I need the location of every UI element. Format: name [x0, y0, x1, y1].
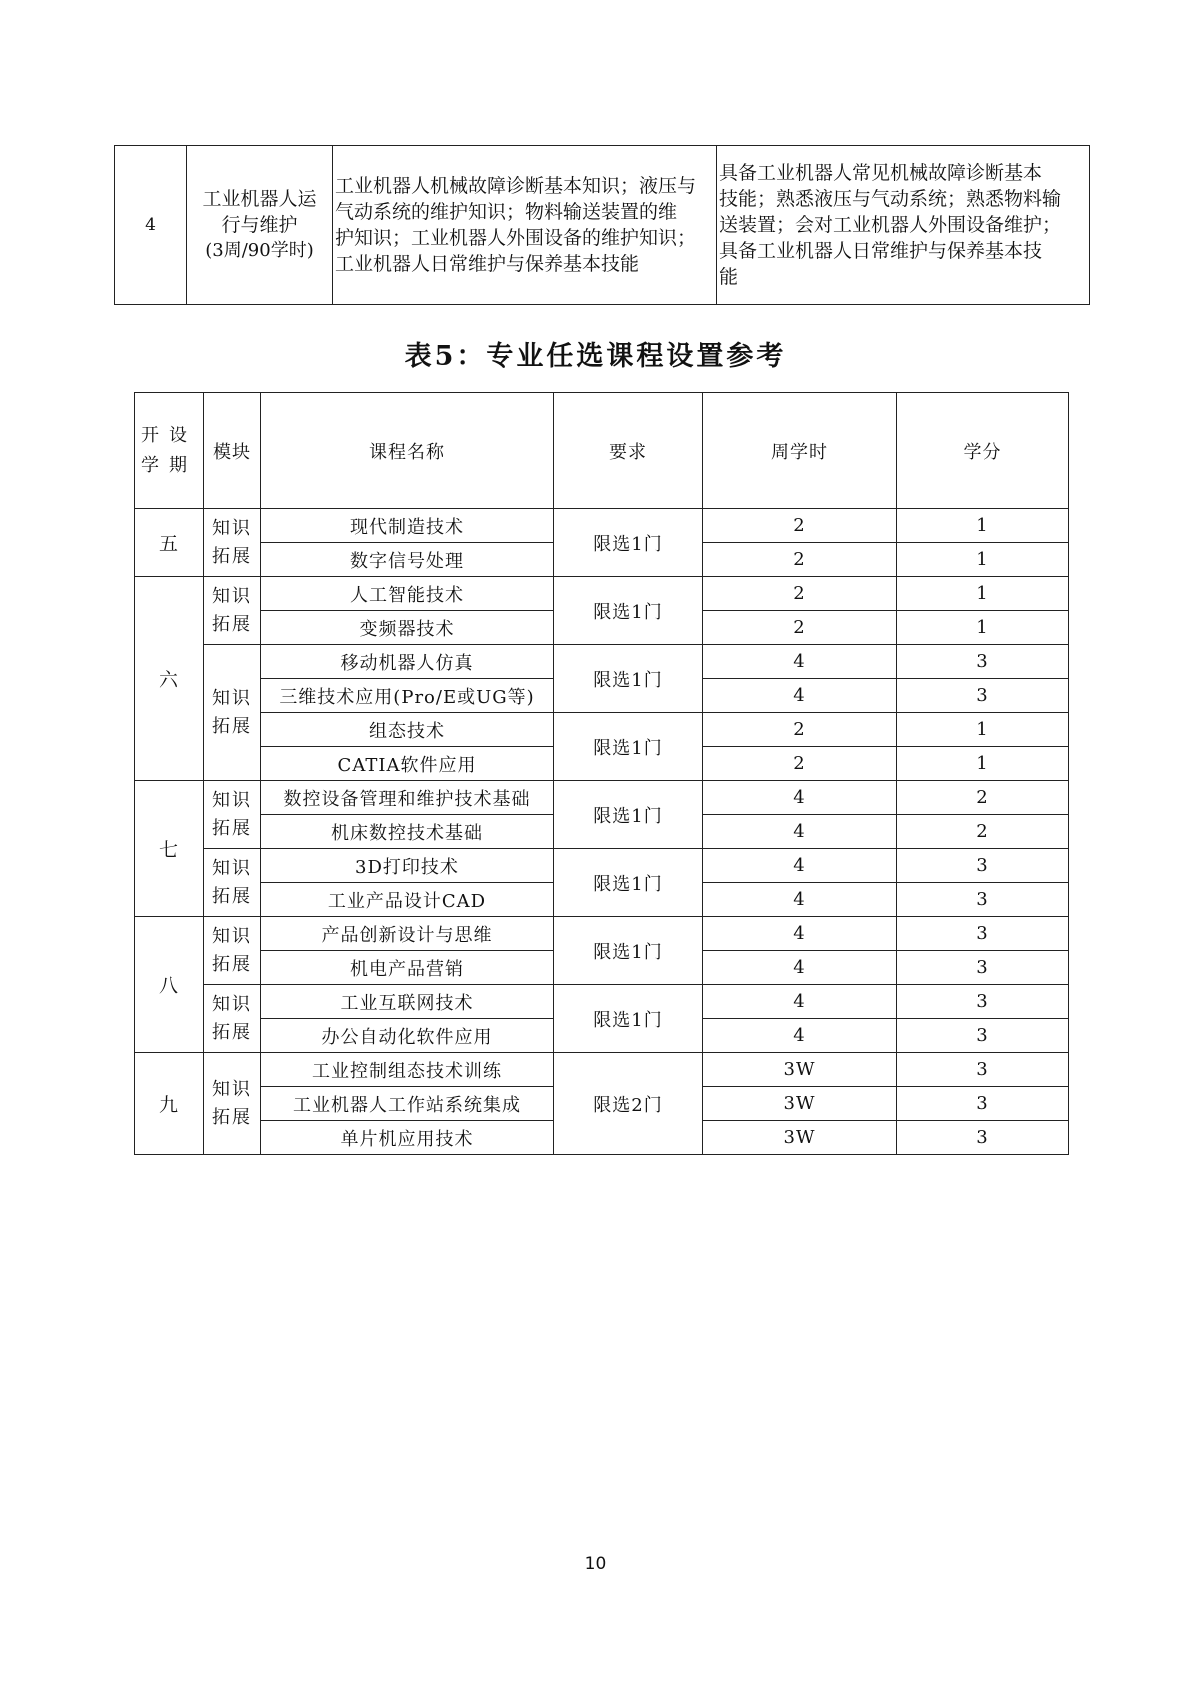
- credits: 1: [897, 577, 1069, 611]
- weekly-hours: 4: [703, 849, 897, 883]
- course-name: 数字信号处理: [261, 543, 554, 577]
- header-requirement: 要求: [554, 393, 703, 509]
- weekly-hours: 3W: [703, 1121, 897, 1155]
- requirement-cell: 限选1门: [554, 645, 703, 713]
- weekly-hours: 4: [703, 645, 897, 679]
- module-line: 知识: [212, 517, 252, 539]
- weekly-hours: 2: [703, 577, 897, 611]
- table-row: [135, 781, 1069, 815]
- requirement-cell: 限选1门: [554, 781, 703, 849]
- weekly-hours: 4: [703, 781, 897, 815]
- credits: 2: [897, 781, 1069, 815]
- content-line: 护知识；工业机器人外围设备的维护知识；: [335, 227, 697, 249]
- module-line: 拓展: [212, 715, 252, 737]
- module-line: 知识: [212, 993, 252, 1015]
- requirement-cell: 限选1门: [554, 985, 703, 1053]
- weekly-hours: 4: [703, 985, 897, 1019]
- header-semester-line: 学期: [141, 454, 197, 476]
- weekly-hours: 4: [703, 679, 897, 713]
- course-name: 3D打印技术: [261, 849, 554, 883]
- header-weekly-hours: 周学时: [703, 393, 897, 509]
- module-line: 拓展: [212, 1021, 252, 1043]
- credits: 1: [897, 747, 1069, 781]
- weekly-hours: 2: [703, 611, 897, 645]
- credits: 3: [897, 1019, 1069, 1053]
- requirement-cell: 限选1门: [554, 509, 703, 577]
- course-name: 变频器技术: [261, 611, 554, 645]
- course-name-cell: [187, 146, 333, 305]
- credits: 3: [897, 1121, 1069, 1155]
- course-name: 人工智能技术: [261, 577, 554, 611]
- table-row: [135, 577, 1069, 611]
- weekly-hours: 3W: [703, 1087, 897, 1121]
- module-cell: [204, 577, 261, 645]
- header-semester: [135, 393, 204, 509]
- semester-cell: 五: [135, 509, 204, 577]
- credits: 2: [897, 815, 1069, 849]
- module-cell: [204, 917, 261, 985]
- page-number: 10: [584, 1554, 607, 1574]
- weekly-hours: 2: [703, 509, 897, 543]
- credits: 3: [897, 917, 1069, 951]
- table-row: [135, 509, 1069, 543]
- credits: 3: [897, 679, 1069, 713]
- credits: 3: [897, 951, 1069, 985]
- course-name: 组态技术: [261, 713, 554, 747]
- course-name: 工业机器人工作站系统集成: [261, 1087, 554, 1121]
- course-table-continuation: [114, 145, 1090, 305]
- table-row: [135, 917, 1069, 951]
- module-line: 知识: [212, 925, 252, 947]
- content-line: 工业机器人日常维护与保养基本技能: [335, 253, 640, 275]
- module-line: 拓展: [212, 613, 252, 635]
- weekly-hours: 4: [703, 917, 897, 951]
- header-course-name: 课程名称: [261, 393, 554, 509]
- credits: 1: [897, 509, 1069, 543]
- row-number: 4: [115, 146, 187, 305]
- course-name: 三维技术应用(Pro/E或UG等): [261, 679, 554, 713]
- module-line: 知识: [212, 585, 252, 607]
- credits: 1: [897, 713, 1069, 747]
- table-row: [135, 849, 1069, 883]
- requirement-cell: 限选1门: [554, 917, 703, 985]
- ability-line: 送装置；会对工业机器人外围设备维护；: [719, 214, 1062, 236]
- course-name-line: 工业机器人运: [202, 188, 317, 210]
- module-line: 知识: [212, 1078, 252, 1100]
- course-hours-line: (3周/90学时): [205, 240, 314, 261]
- module-line: 拓展: [212, 817, 252, 839]
- weekly-hours: 4: [703, 1019, 897, 1053]
- credits: 3: [897, 883, 1069, 917]
- table-row: [115, 146, 1090, 305]
- credits: 3: [897, 985, 1069, 1019]
- course-name: CATIA软件应用: [261, 747, 554, 781]
- ability-line: 具备工业机器人日常维护与保养基本技: [719, 240, 1043, 262]
- content-line: 气动系统的维护知识；物料输送装置的维: [335, 201, 678, 223]
- table-header-row: [135, 393, 1069, 509]
- weekly-hours: 2: [703, 747, 897, 781]
- weekly-hours: 4: [703, 951, 897, 985]
- module-line: 拓展: [212, 1106, 252, 1128]
- course-name: 机电产品营销: [261, 951, 554, 985]
- weekly-hours: 4: [703, 883, 897, 917]
- course-name: 工业产品设计CAD: [261, 883, 554, 917]
- module-cell: [204, 781, 261, 849]
- course-name: 工业控制组态技术训练: [261, 1053, 554, 1087]
- requirement-cell: 限选2门: [554, 1053, 703, 1155]
- course-content-cell: [333, 146, 717, 305]
- course-name: 数控设备管理和维护技术基础: [261, 781, 554, 815]
- table-row: [135, 645, 1069, 679]
- course-name: 单片机应用技术: [261, 1121, 554, 1155]
- table-title: 表5：专业任选课程设置参考: [404, 341, 787, 372]
- module-line: 拓展: [212, 545, 252, 567]
- course-name: 工业互联网技术: [261, 985, 554, 1019]
- weekly-hours: 4: [703, 815, 897, 849]
- module-cell: [204, 849, 261, 917]
- table-row: [135, 985, 1069, 1019]
- header-module: 模块: [204, 393, 261, 509]
- module-line: 知识: [212, 789, 252, 811]
- module-cell: [204, 645, 261, 781]
- semester-cell: 七: [135, 781, 204, 917]
- semester-cell: 八: [135, 917, 204, 1053]
- credits: 1: [897, 543, 1069, 577]
- module-cell: [204, 1053, 261, 1155]
- requirement-cell: 限选1门: [554, 577, 703, 645]
- weekly-hours: 3W: [703, 1053, 897, 1087]
- credits: 3: [897, 1053, 1069, 1087]
- header-credits: 学分: [897, 393, 1069, 509]
- course-name: 办公自动化软件应用: [261, 1019, 554, 1053]
- requirement-cell: 限选1门: [554, 849, 703, 917]
- ability-line: 能: [719, 266, 739, 288]
- credits: 3: [897, 849, 1069, 883]
- weekly-hours: 2: [703, 713, 897, 747]
- content-line: 工业机器人机械故障诊断基本知识；液压与: [335, 175, 697, 197]
- semester-cell: 六: [135, 577, 204, 781]
- ability-cell: [717, 146, 1090, 305]
- module-line: 拓展: [212, 953, 252, 975]
- course-name: 现代制造技术: [261, 509, 554, 543]
- header-semester-line: 开设: [141, 424, 197, 446]
- module-line: 拓展: [212, 885, 252, 907]
- semester-cell: 九: [135, 1053, 204, 1155]
- module-line: 知识: [212, 857, 252, 879]
- credits: 3: [897, 645, 1069, 679]
- table-row: [135, 1053, 1069, 1087]
- ability-line: 技能；熟悉液压与气动系统；熟悉物料输: [719, 188, 1062, 210]
- module-line: 知识: [212, 687, 252, 709]
- credits: 3: [897, 1087, 1069, 1121]
- ability-line: 具备工业机器人常见机械故障诊断基本: [719, 162, 1043, 184]
- module-cell: [204, 985, 261, 1053]
- course-name: 机床数控技术基础: [261, 815, 554, 849]
- weekly-hours: 2: [703, 543, 897, 577]
- module-cell: [204, 509, 261, 577]
- course-name: 产品创新设计与思维: [261, 917, 554, 951]
- elective-course-table: [134, 392, 1069, 1155]
- course-name: 移动机器人仿真: [261, 645, 554, 679]
- course-name-line: 行与维护: [221, 214, 298, 236]
- requirement-cell: 限选1门: [554, 713, 703, 781]
- credits: 1: [897, 611, 1069, 645]
- table-row: [135, 713, 1069, 747]
